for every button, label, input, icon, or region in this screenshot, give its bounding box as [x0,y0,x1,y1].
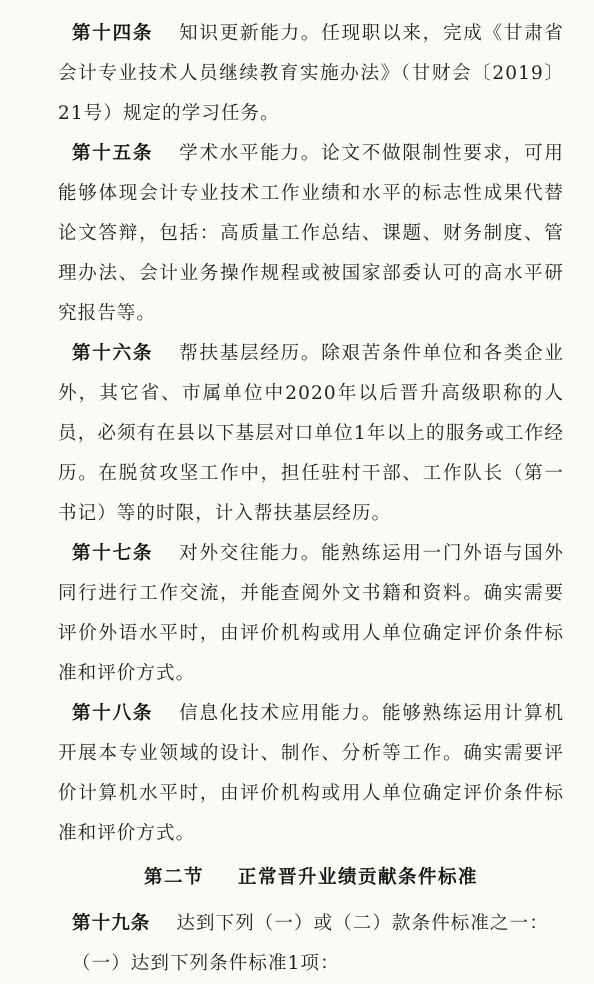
article-text: 知识更新能力。任现职以来，完成《甘肃省会计专业技术人员继续教育实施办法》（甘财会〔2019〕21号）规定的学习任务。 [58,23,564,124]
article-14 [58,14,564,134]
article-number: 第十五条 [72,143,154,164]
section-heading [58,858,564,898]
article-number: 第十七条 [72,543,154,564]
article-text: 达到下列（一）或（二）款条件标准之一： [176,913,549,934]
article-19 [58,904,564,944]
article-text: 对外交往能力。能熟练运用一门外语与国外同行进行工作交流，并能查阅外文书籍和资料。确实需要评价外语水平时，由评价机构或用人单位确定评价条件标准和评价方式。 [58,543,564,684]
article-17 [58,534,564,694]
article-number: 第十九条 [72,913,151,934]
article-18 [58,694,564,854]
item-text: （一）达到下列条件标准1项： [72,953,340,974]
article-text: 帮扶基层经历。除艰苦条件单位和各类企业外，其它省、市属单位中2020年以后晋升高级职称的人员，必须有在县以下基层对口单位1年以上的服务或工作经历。在脱贫攻坚工作中，担任驻村干部、工作队长（第一书记）等的时限，计入帮扶基层经历。 [58,343,564,524]
section-title-text: 正常晋升业绩贡献条件标准 [238,867,479,888]
article-16 [58,334,564,534]
article-number: 第十四条 [72,23,154,44]
article-number: 第十八条 [72,703,154,724]
section-label: 第二节 [143,867,204,888]
item-1 [58,944,564,984]
article-text: 信息化技术应用能力。能够熟练运用计算机开展本专业领域的设计、制作、分析等工作。确实需要评价计算机水平时，由评价机构或用人单位确定评价条件标准和评价方式。 [58,703,564,844]
article-text: 学术水平能力。论文不做限制性要求，可用能够体现会计专业技术工作业绩和水平的标志性成果代替论文答辩，包括：高质量工作总结、课题、财务制度、管理办法、会计业务操作规程或被国家部委认可的高水平研究报告等。 [58,143,564,324]
article-15 [58,134,564,334]
article-number: 第十六条 [72,343,154,364]
